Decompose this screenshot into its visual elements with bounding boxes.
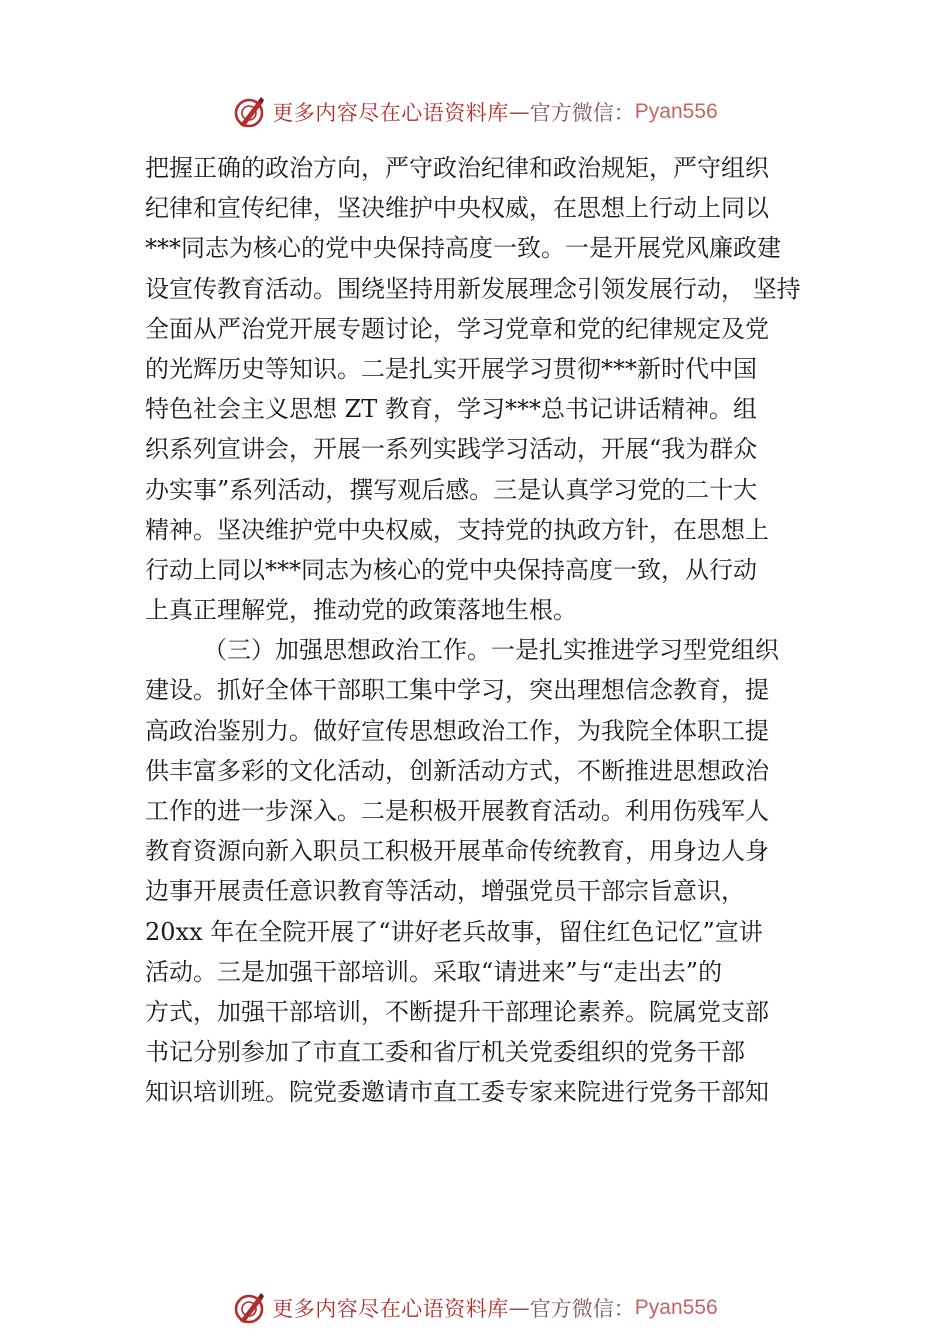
text-line: 特色社会主义思想 ZT 教育，学习***总书记讲话精神。组 (145, 395, 757, 424)
pen-on-circle-icon (232, 1291, 266, 1325)
text-line: 工作的进一步深入。二是积极开展教育活动。利用伤残军人 (145, 797, 769, 825)
text-line: 供丰富多彩的文化活动，创新活动方式，不断推进思想政治 (145, 756, 769, 785)
text-line: 方式，加强干部培训，不断提升干部理论素养。院属党支部 (145, 997, 769, 1026)
text-line: 的光辉历史等知识。二是扎实开展学习贯彻***新时代中国 (145, 354, 757, 383)
text-line: 行动上同以***同志为核心的党中央保持高度一致，从行动 (145, 555, 757, 584)
header-label: 官方微信： (529, 101, 635, 125)
pen-on-circle-icon (232, 95, 266, 129)
text-line: 织系列宣讲会，开展一系列实践学习活动，开展“我为群众 (145, 435, 758, 464)
text-line: 把握正确的政治方向，严守政治纪律和政治规矩，严守组织 (145, 154, 769, 182)
text-line: 建设。抓好全体干部职工集中学习，突出理想信念教育，提 (145, 676, 769, 705)
text-line: 教育资源向新入职员工积极开展革命传统教育，用身边人身 (145, 837, 769, 866)
text-line: 边事开展责任意识教育等活动，增强党员干部宗旨意识， (145, 877, 745, 906)
section-heading-line: （三）加强思想政治工作。一是扎实推进学习型党组织 (203, 636, 779, 665)
text-line: 办实事”系列活动，撰写观后感。三是认真学习党的二十大 (145, 475, 758, 504)
header-banner (0, 92, 950, 132)
footer-brand: 更多内容尽在心语资料库 (272, 1297, 509, 1321)
header-wechat-id: Pyan556 (634, 100, 718, 123)
footer-banner (0, 1288, 950, 1328)
text-line: 上真正理解党，推动党的政策落地生根。 (145, 596, 577, 625)
document-body (145, 148, 825, 1113)
text-line: 20xx 年在全院开展了“讲好老兵故事，留住红色记忆”宣讲 (145, 917, 763, 946)
footer-wechat-id: Pyan556 (634, 1296, 718, 1319)
text-line: 知识培训班。院党委邀请市直工委专家来院进行党务干部知 (145, 1078, 769, 1107)
text-line: ***同志为核心的党中央保持高度一致。一是开展党风廉政建 (145, 234, 781, 263)
footer-label: 官方微信： (529, 1297, 635, 1321)
footer-dash: — (508, 1296, 530, 1320)
text-line: 全面从严治党开展专题讨论，学习党章和党的纪律规定及党 (145, 314, 769, 343)
text-line: 设宣传教育活动。围绕坚持用新发展理念引领发展行动， 坚持 (145, 274, 801, 303)
text-line: 书记分别参加了市直工委和省厅机关党委组织的党务干部 (145, 1038, 745, 1067)
text-line: 精神。坚决维护党中央权威，支持党的执政方针，在思想上 (145, 515, 769, 544)
text-line: 纪律和宣传纪律，坚决维护中央权威，在思想上行动上同以 (145, 194, 769, 223)
text-line: 高政治鉴别力。做好宣传思想政治工作，为我院全体职工提 (145, 716, 769, 745)
header-dash: — (508, 100, 530, 124)
header-brand: 更多内容尽在心语资料库 (272, 101, 509, 125)
text-line: 活动。三是加强干部培训。采取“请进来”与“走出去”的 (145, 957, 723, 986)
